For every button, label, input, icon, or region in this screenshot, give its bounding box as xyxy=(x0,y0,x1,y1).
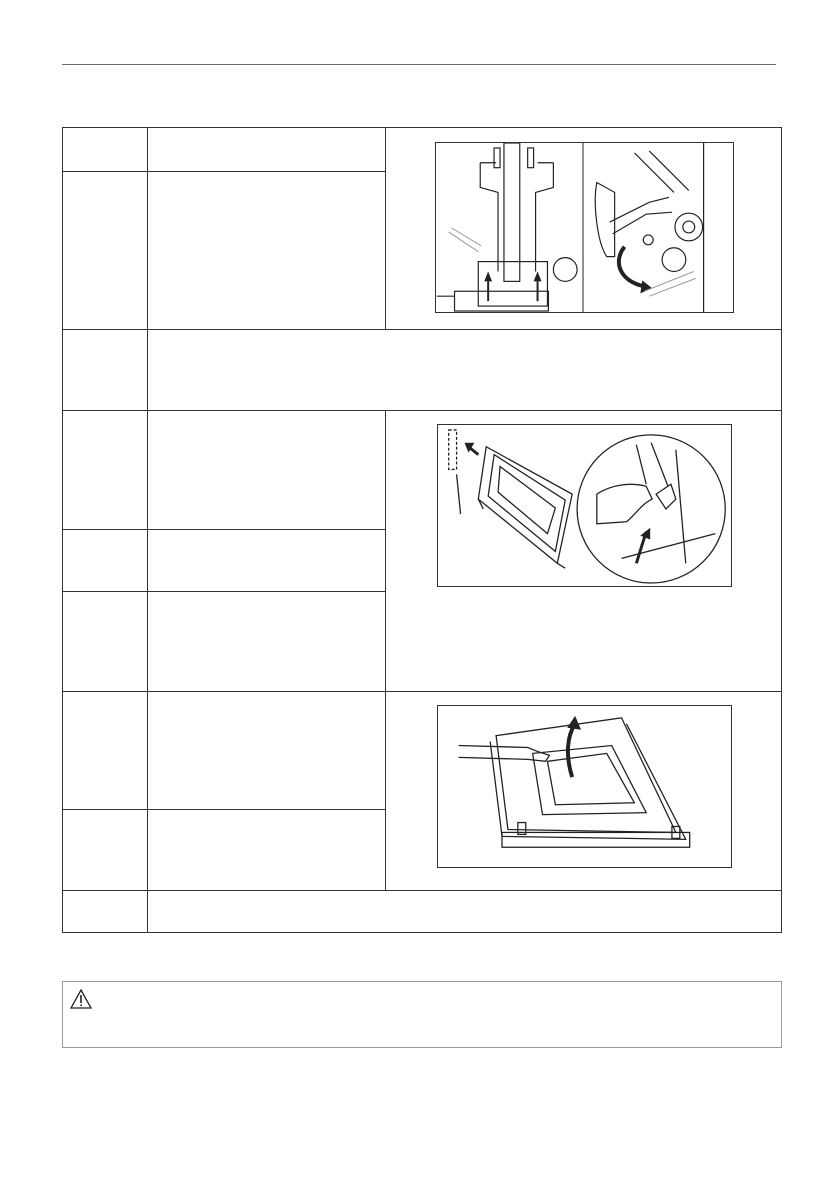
warning-box xyxy=(62,981,782,1048)
warning-triangle-icon xyxy=(70,989,92,1009)
row-divider xyxy=(63,809,385,810)
figure-column-divider xyxy=(385,691,386,890)
step-column-divider xyxy=(147,128,148,933)
row-divider xyxy=(63,410,781,411)
figure-column-divider xyxy=(385,410,386,691)
row-divider xyxy=(63,529,385,530)
row-divider xyxy=(63,329,781,330)
row-divider xyxy=(63,691,781,692)
row-divider xyxy=(63,890,781,891)
row-divider xyxy=(63,591,385,592)
header-rule xyxy=(62,64,776,65)
row-divider xyxy=(63,171,385,172)
figure-column-divider xyxy=(385,128,386,329)
door-lift-figure xyxy=(437,424,732,587)
steps-table xyxy=(62,127,782,933)
glass-panel-removal-figure xyxy=(437,705,732,868)
hinge-lock-figure xyxy=(435,142,734,313)
